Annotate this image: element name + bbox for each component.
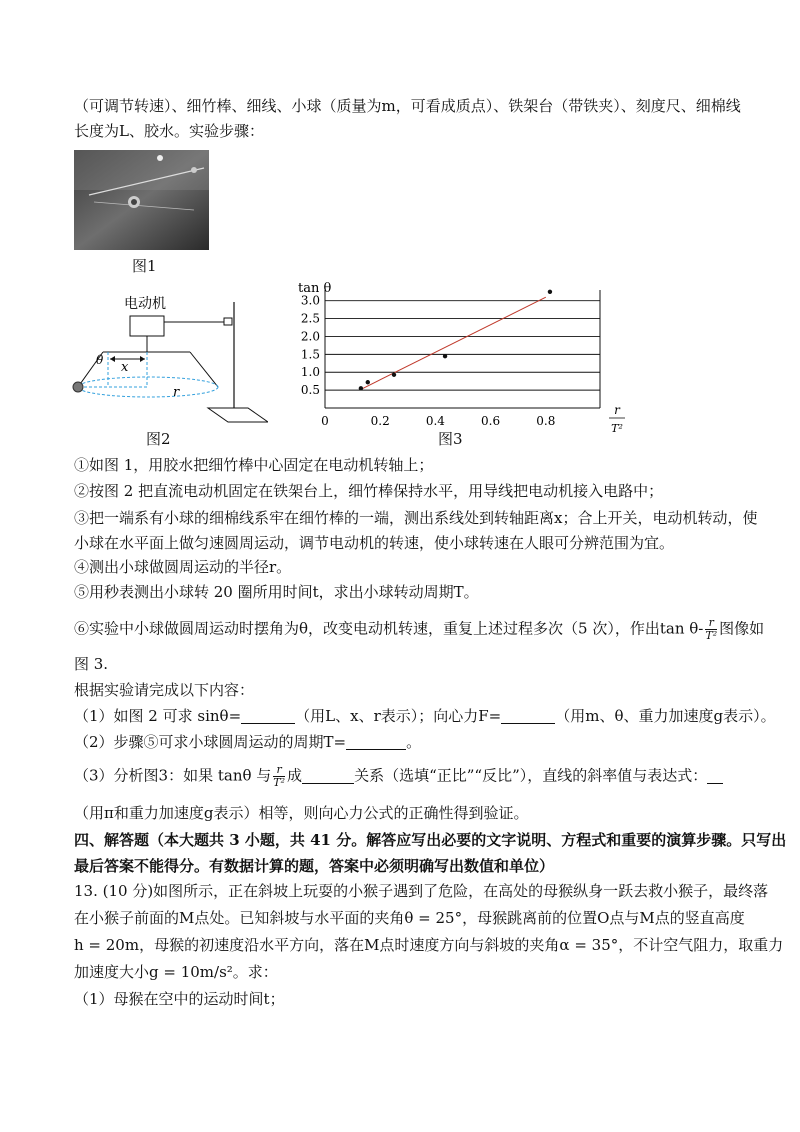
figure-3-chart xyxy=(295,278,635,443)
chart-y-tick-label: 0.5 xyxy=(300,383,320,398)
step-4: ④测出小球做圆周运动的半径r。 xyxy=(74,558,292,576)
q3-text-b: 成 xyxy=(287,766,303,785)
chart-x-tick-label: 0.6 xyxy=(481,414,501,428)
q3-frac-num: r xyxy=(273,764,285,777)
chart-data-point xyxy=(359,386,363,390)
chart-x-tick-label: 0.2 xyxy=(370,414,390,428)
step-3-line-2: 小球在水平面上做匀速圆周运动，调节电动机的转速，使小球转速在人眼可分辨范围为宜。 xyxy=(74,534,675,552)
step-6-fraction xyxy=(705,617,717,642)
chart-grid xyxy=(325,290,600,408)
figure-3-caption: 图3 xyxy=(438,430,463,448)
x-label: x xyxy=(121,360,129,375)
chart-y-tick-label: 2.0 xyxy=(300,329,320,344)
chart-data-point xyxy=(443,354,447,358)
chart-y-tick-label: 1.5 xyxy=(300,347,320,362)
chart-points xyxy=(359,290,552,391)
figure-1-caption: 图1 xyxy=(132,257,157,275)
intro-line-1: （可调节转速）、细竹棒、细线、小球（质量为m，可看成质点）、铁架台（带铁夹）、刻度尺、细棉线 xyxy=(74,97,741,115)
q3-text-a: （3）分析图3：如果 tanθ 与 xyxy=(74,766,272,785)
chart-data-point xyxy=(548,290,552,294)
questions-lead: 根据实验请完成以下内容： xyxy=(74,681,255,699)
chart-y-tick-label: 2.5 xyxy=(300,311,320,326)
chart-y-axis-label: tan θ xyxy=(298,281,332,296)
chart-fit-segment xyxy=(361,297,546,389)
q3-frac-den: T² xyxy=(273,776,286,789)
chart-y-tick-label: 3.0 xyxy=(300,293,320,308)
figure-2-caption: 图2 xyxy=(146,430,171,448)
step-3-line-1: ③把一端系有小球的细棉线系牢在细竹棒的一端，测出系线处到转轴距离x；合上开关，电动机转动，使 xyxy=(74,509,758,527)
q2-text-b: 。 xyxy=(406,733,422,751)
chart-x-axis-label-num: r xyxy=(614,403,620,417)
chart-x-tick-label: 0 xyxy=(321,414,329,428)
q3-fraction xyxy=(273,764,285,789)
chart-fit-line xyxy=(361,297,546,389)
chart-data-point xyxy=(366,380,370,384)
question-3 xyxy=(74,764,723,789)
q1-blank-2[interactable] xyxy=(501,709,555,724)
q13-line-5: （1）母猴在空中的运动时间t； xyxy=(74,990,285,1008)
q3-blank-2[interactable] xyxy=(707,769,723,784)
motor-label: 电动机 xyxy=(124,296,166,312)
q1-blank-1[interactable] xyxy=(241,709,295,724)
chart-x-tick-label: 0.8 xyxy=(536,414,556,428)
chart-data-point xyxy=(392,373,396,377)
chart-x-axis-label-den: T² xyxy=(611,422,623,435)
frac-den: T² xyxy=(705,629,718,642)
figure-1-photo xyxy=(74,150,209,250)
q13-line-3: h = 20m，母猴的初速度沿水平方向，落在M点时速度方向与斜坡的夹角α = 35°，不计空气阻力，取重力 xyxy=(74,936,784,954)
q13-line-1: 13. (10 分)如图所示，正在斜坡上玩耍的小猴子遇到了危险，在高处的母猴纵身一跃去救小猴子，最终落 xyxy=(74,882,769,900)
question-1 xyxy=(74,706,776,726)
step-2: ②按图 2 把直流电动机固定在铁架台上，细竹棒保持水平，用导线把电动机接入电路中； xyxy=(74,482,664,500)
q13-line-2: 在小猴子前面的M点处。已知斜坡与水平面的夹角θ = 25°，母猴跳离前的位置O点与M点的竖直高度 xyxy=(74,909,745,927)
q1-text-a: （1）如图 2 可求 sinθ= xyxy=(74,707,242,725)
step-6-tan: tan θ- xyxy=(659,619,704,638)
figure-2-diagram xyxy=(68,290,268,425)
step-5: ⑤用秒表测出小球转 20 圈所用时间t，求出小球转动周期T。 xyxy=(74,583,479,601)
r-label: r xyxy=(173,385,180,400)
section-4-title-2: 最后答案不能得分。有数据计算的题，答案中必须明确写出数值和单位） xyxy=(74,857,555,875)
chart-x-tick-label: 0.4 xyxy=(425,414,445,428)
intro-line-2: 长度为L、胶水。实验步骤： xyxy=(74,122,264,140)
q2-blank[interactable] xyxy=(346,735,406,750)
section-4-title-1: 四、解答题（本大题共 3 小题，共 41 分。解答应写出必要的文字说明、方程式和重要的演算步骤。只写出 xyxy=(74,831,787,849)
theta-label: θ xyxy=(96,353,104,367)
q1-text-c: （用m、θ、重力加速度g表示）。 xyxy=(555,707,776,725)
q3-blank-1[interactable] xyxy=(302,769,354,784)
step-6-line-2: 图 3. xyxy=(74,655,109,673)
q1-text-b: （用L、x、r表示）；向心力F= xyxy=(295,707,502,725)
question-2 xyxy=(74,732,421,752)
q13-line-4: 加速度大小g = 10m/s²。求： xyxy=(74,963,278,981)
step-1: ①如图 1，用胶水把细竹棒中心固定在电动机转轴上； xyxy=(74,456,434,474)
step-6-text-b: 图像如 xyxy=(719,619,765,638)
step-6-line-1 xyxy=(74,617,764,642)
frac-num: r xyxy=(705,617,717,630)
chart-y-tick-label: 1.0 xyxy=(300,365,320,380)
q2-text-a: （2）步骤⑤可求小球圆周运动的周期T= xyxy=(74,733,347,751)
q3-text-c: 关系（选填“正比”“反比”），直线的斜率值与表达式： xyxy=(354,766,708,785)
step-6-text-a: ⑥实验中小球做圆周运动时摆角为θ，改变电动机转速，重复上述过程多次（5 次），作出 xyxy=(74,619,660,638)
question-3-line-2: （用π和重力加速度g表示）相等，则向心力公式的正确性得到验证。 xyxy=(74,804,529,822)
